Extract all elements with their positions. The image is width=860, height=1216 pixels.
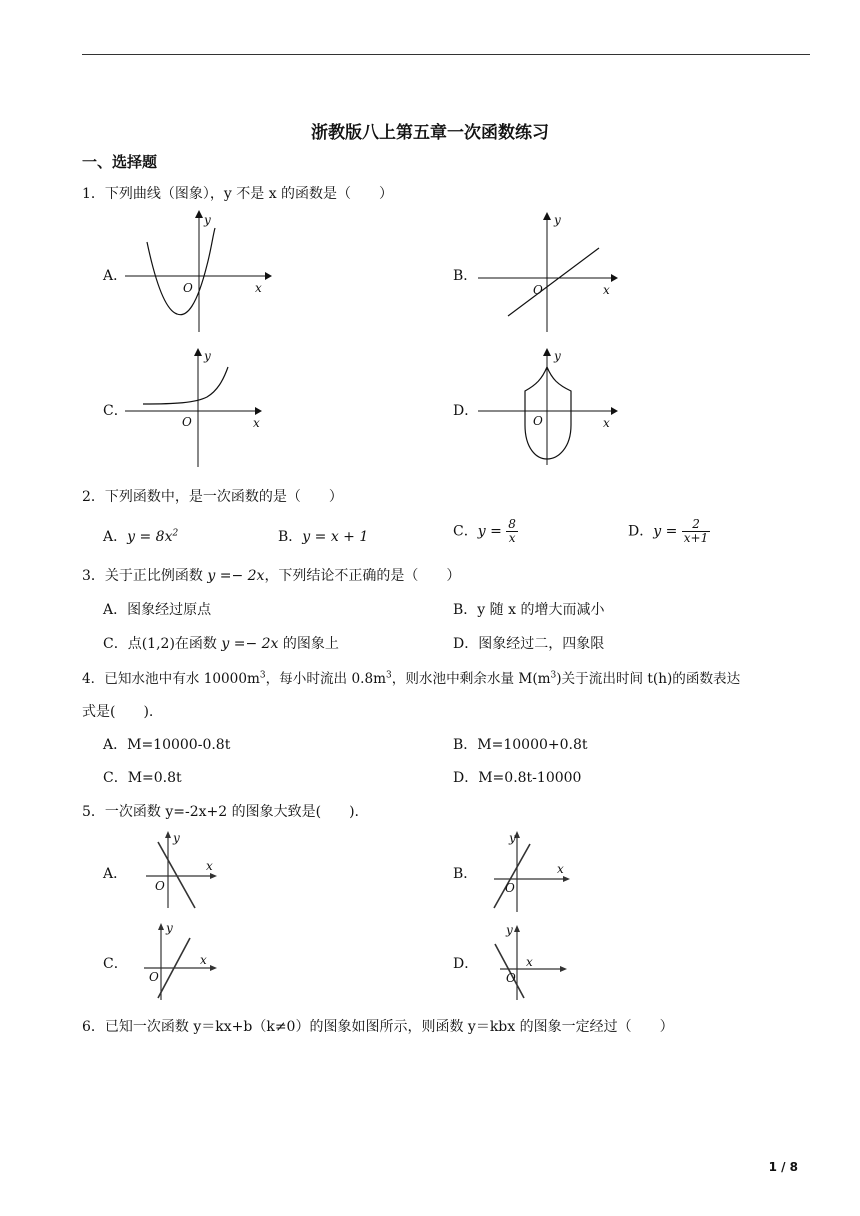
question-3-stem bbox=[82, 565, 460, 585]
q3-option-c bbox=[103, 633, 339, 653]
q2-option-a-label: A． bbox=[103, 529, 128, 545]
q3-option-a: A．图象经过原点 bbox=[103, 602, 212, 618]
q2-option-d-math: y = bbox=[653, 523, 682, 540]
q1-graph-d bbox=[478, 345, 623, 470]
x-axis-label: x bbox=[603, 283, 610, 297]
y-axis-label: y bbox=[509, 831, 516, 845]
superscript-3: 3 bbox=[386, 670, 392, 681]
x-axis-label: x bbox=[253, 416, 260, 430]
origin-label: O bbox=[505, 881, 515, 895]
q4-option-b: B．M=10000+0.8t bbox=[453, 737, 588, 753]
question-1-stem: 1．下列曲线（图象），y 不是 x 的函数是（ ） bbox=[82, 186, 394, 202]
q3-stem-pre: 3．关于正比例函数 bbox=[82, 568, 208, 584]
q2-option-a bbox=[103, 526, 178, 546]
q2-option-b-math: y = x + 1 bbox=[302, 529, 369, 545]
q5-option-d-label: D． bbox=[453, 956, 479, 972]
q5-option-c-label: C． bbox=[103, 956, 128, 972]
origin-label: O bbox=[149, 970, 159, 984]
q5-option-b-label: B． bbox=[453, 866, 478, 882]
y-axis-label: y bbox=[554, 213, 561, 227]
y-axis-label: y bbox=[173, 831, 180, 845]
fraction-numerator: 8 bbox=[508, 517, 516, 531]
q1-option-b-label: B． bbox=[453, 268, 478, 284]
question-2-stem: 2．下列函数中，是一次函数的是（ ） bbox=[82, 489, 343, 505]
q1-option-c-label: C． bbox=[103, 403, 128, 419]
q4-text-part: ，则水池中剩余水量 M(m bbox=[391, 671, 551, 687]
q1-graph-c bbox=[125, 345, 270, 470]
q1-option-a-label: A． bbox=[103, 268, 128, 284]
fraction-denominator: x bbox=[508, 531, 516, 545]
q4-option-a: A．M=10000-0.8t bbox=[103, 737, 231, 753]
y-axis-label: y bbox=[166, 921, 173, 935]
q2-option-b bbox=[278, 526, 368, 546]
origin-label: O bbox=[182, 415, 192, 429]
q2-option-d bbox=[628, 518, 710, 545]
q1-graph-a bbox=[125, 210, 270, 335]
y-axis-label: y bbox=[506, 923, 513, 937]
q3-option-c-pre: C．点(1,2)在函数 bbox=[103, 636, 222, 652]
y-axis-label: y bbox=[204, 213, 211, 227]
superscript-3: 3 bbox=[550, 670, 557, 681]
q2-option-b-label: B． bbox=[278, 529, 303, 545]
origin-label: O bbox=[533, 283, 543, 297]
origin-label: O bbox=[533, 414, 543, 428]
y-axis-label: y bbox=[204, 349, 211, 363]
q4-text-part: 4．已知水池中有水 10000m bbox=[82, 671, 260, 687]
header-rule bbox=[82, 54, 810, 55]
q3-stem-math: y =− 2x bbox=[207, 568, 265, 584]
section-heading: 一、选择题 bbox=[82, 153, 158, 171]
q2-option-c-math: y = bbox=[477, 523, 507, 540]
question-5-stem: 5．一次函数 y=-2x+2 的图象大致是( ). bbox=[82, 804, 359, 820]
x-axis-label: x bbox=[255, 281, 262, 295]
origin-label: O bbox=[155, 879, 165, 893]
q2-option-d-label: D． bbox=[628, 523, 654, 540]
fraction-denominator: x+1 bbox=[683, 531, 709, 545]
q3-stem-post: ，下列结论不正确的是（ ） bbox=[264, 568, 461, 584]
fraction-numerator: 2 bbox=[682, 518, 710, 532]
question-6-stem: 6．已知一次函数 y＝kx+b（k≠0）的图象如图所示，则函数 y＝kbx 的图象一定经过（ ） bbox=[82, 1019, 674, 1035]
superscript-3: 3 bbox=[259, 670, 266, 681]
x-axis-label: x bbox=[200, 953, 207, 967]
q1-option-d-label: D． bbox=[453, 403, 479, 419]
page-title: 浙教版八上第五章一次函数练习 bbox=[311, 123, 549, 143]
q2-option-a-exponent: 2 bbox=[172, 528, 179, 539]
q2-option-a-math: y = 8x bbox=[127, 529, 173, 545]
y-axis-label: y bbox=[554, 349, 561, 363]
x-axis-label: x bbox=[557, 862, 564, 876]
origin-label: O bbox=[506, 971, 516, 985]
q2-option-c-fraction bbox=[506, 518, 518, 545]
x-axis-label: x bbox=[206, 859, 213, 873]
q2-option-d-fraction bbox=[682, 518, 710, 545]
q1-graph-b bbox=[478, 210, 623, 335]
q5-graph-c bbox=[140, 918, 220, 1003]
question-4-stem-line-1 bbox=[82, 667, 740, 687]
q5-graph-d bbox=[490, 918, 570, 1003]
x-axis-label: x bbox=[526, 955, 533, 969]
x-axis-label: x bbox=[603, 416, 610, 430]
q5-graph-b bbox=[490, 830, 570, 915]
q3-option-c-post: 的图象上 bbox=[278, 636, 339, 652]
question-4-stem-line-2: 式是( ). bbox=[82, 704, 154, 720]
q2-option-c bbox=[453, 518, 518, 545]
q4-text-part: ，每小时流出 0.8m bbox=[265, 671, 386, 687]
page-number: 1 / 8 bbox=[768, 1160, 798, 1174]
q3-option-c-math: y =− 2x bbox=[221, 636, 279, 652]
q2-option-c-label: C． bbox=[453, 523, 478, 540]
q5-graph-a bbox=[140, 830, 220, 910]
q4-text-part: )关于流出时间 t(h)的函数表达 bbox=[556, 671, 741, 687]
q4-option-d: D．M=0.8t-10000 bbox=[453, 770, 582, 786]
origin-label: O bbox=[183, 281, 193, 295]
q5-option-a-label: A． bbox=[103, 866, 128, 882]
q3-option-b: B．y 随 x 的增大而减小 bbox=[453, 602, 605, 618]
q3-option-d: D．图象经过二，四象限 bbox=[453, 636, 605, 652]
q4-option-c: C．M=0.8t bbox=[103, 770, 182, 786]
